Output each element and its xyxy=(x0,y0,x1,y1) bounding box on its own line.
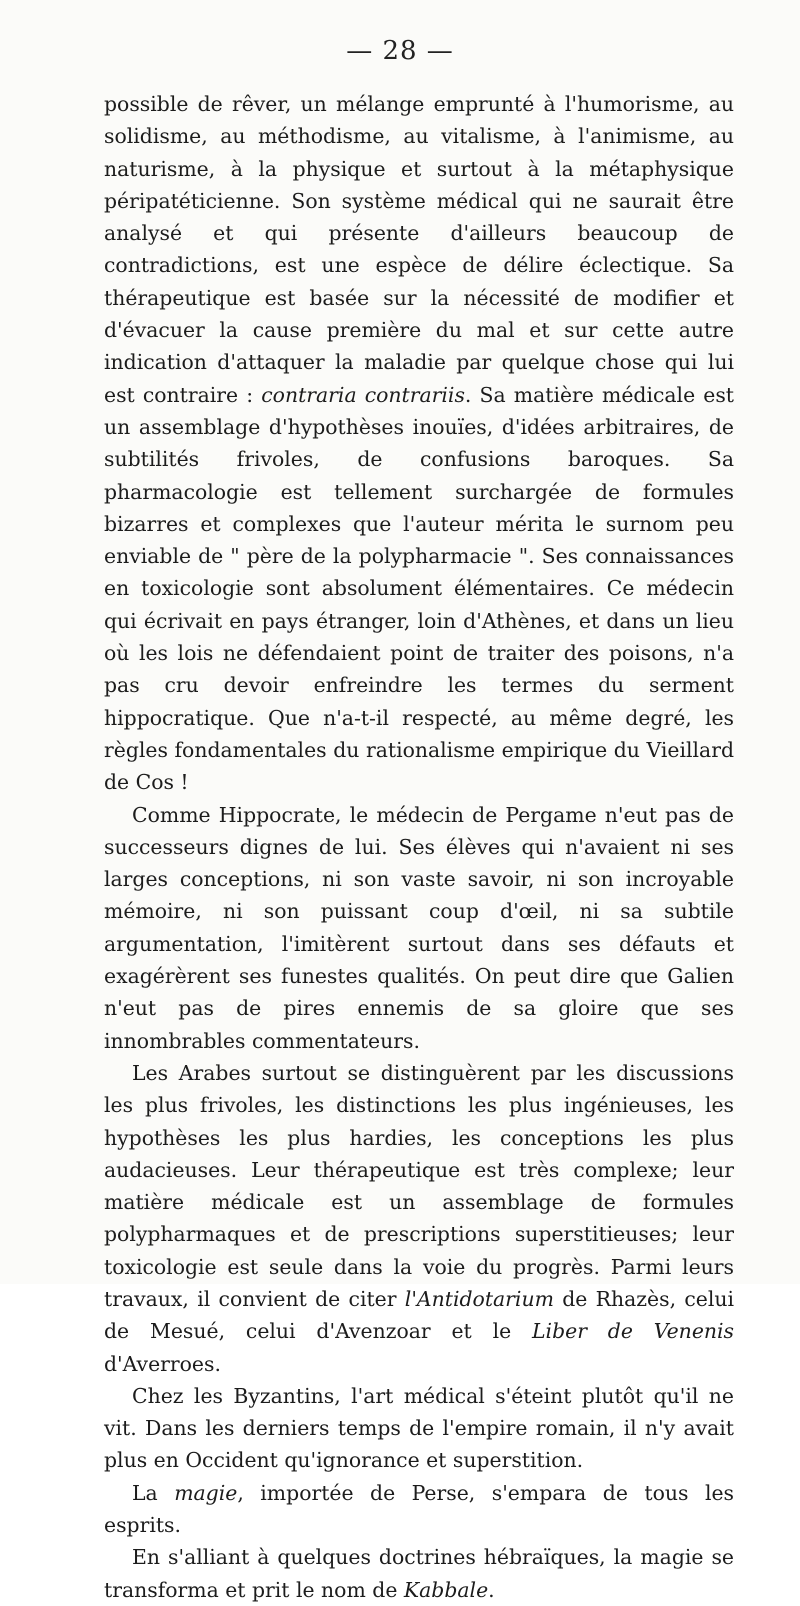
body-text xyxy=(104,88,734,1606)
italic-text: magie xyxy=(174,1480,238,1505)
page-number: — 28 — xyxy=(346,36,454,66)
text-segment: La xyxy=(132,1480,175,1505)
paragraph xyxy=(104,1057,734,1380)
text-segment: d'Averroes. xyxy=(104,1351,221,1376)
text-segment: de Rhazès, celui de Mesué, celui d'Avenzoar et le xyxy=(104,1286,735,1344)
paragraph xyxy=(104,799,734,1057)
text-segment: possible de rêver, un mélange emprunté à l'humorisme, au solidisme, au méthodisme, au vitalisme, à l'animisme, au naturisme, à la physique et surtout à la métaphysique péripatéticienne. Son système médical qui ne saurait être analysé et qui présente d'ailleurs beaucoup de contradictions, est une espèce de délire éclectique. Sa thérapeutique est basée sur la nécessité de modifier et d'évacuer la cause première du mal et sur cette autre indication d'attaquer la maladie par quelque chose qui lui est contraire : xyxy=(104,92,734,407)
italic-text: l'Antidotarium xyxy=(404,1286,554,1311)
text-segment: . Sa matière médicale est un assemblage d'hypothèses inouïes, d'idées arbitraires, de subtilités frivoles, de confusions baroques. Sa pharmacologie est tellement surchargée de formules bizarres et complexes que l'auteur mérita le surnom peu enviable de " père de la polypharmacie ". Ses connaissances en toxicologie sont absolument élémentaires. Ce médecin qui écrivait en pays étranger, loin d'Athènes, et dans un lieu où les lois ne défendaient point de traiter des poisons, n'a pas cru devoir enfreindre les termes du serment hippocratique. Que n'a-t-il respecté, au même degré, les règles fondamentales du rationalisme empirique du Vieillard de Cos ! xyxy=(104,382,734,795)
text-segment: En s'alliant à quelques doctrines hébraïques, la magie se transforma et prit le nom de xyxy=(104,1545,734,1602)
paragraph xyxy=(104,1477,734,1542)
italic-text: Liber de Venenis xyxy=(532,1319,734,1344)
paragraph xyxy=(104,1380,734,1477)
italic-text: Kabbale xyxy=(403,1577,489,1602)
text-segment: , importée de Perse, s'empara de tous les esprits. xyxy=(104,1480,734,1538)
text-segment: Les Arabes surtout se distinguèrent par les discussions les plus frivoles, les distinctions les plus ingénieuses, les hypothèses les plus hardies, les conceptions les plus audacieuses. Leur thérapeutique est très complexe; leur matière médicale est un assemblage de formules polypharmaques et de prescriptions superstitieuses; leur toxicologie est seule dans la voie du progrès. Parmi leurs travaux, il convient de citer xyxy=(104,1060,734,1311)
text-segment: Chez les Byzantins, l'art médical s'éteint plutôt qu'il ne vit. Dans les derniers temps de l'empire romain, il n'y avait plus en Occident qu'ignorance et superstition. xyxy=(104,1383,734,1473)
text-segment: . xyxy=(488,1577,495,1602)
paragraph xyxy=(104,88,734,799)
text-segment: Comme Hippocrate, le médecin de Pergame n'eut pas de successeurs dignes de lui. Ses élèves qui n'avaient ni ses larges conceptions, ni son vaste savoir, ni son incroyable mémoire, ni son puissant coup d'œil, ni sa subtile argumentation, l'imitèrent surtout dans ses défauts et exagérèrent ses funestes qualités. On peut dire que Galien n'eut pas de pires ennemis de sa gloire que ses innombrables commentateurs. xyxy=(104,802,734,1053)
italic-text: contraria contrariis xyxy=(261,382,465,407)
paragraph xyxy=(104,1541,734,1606)
